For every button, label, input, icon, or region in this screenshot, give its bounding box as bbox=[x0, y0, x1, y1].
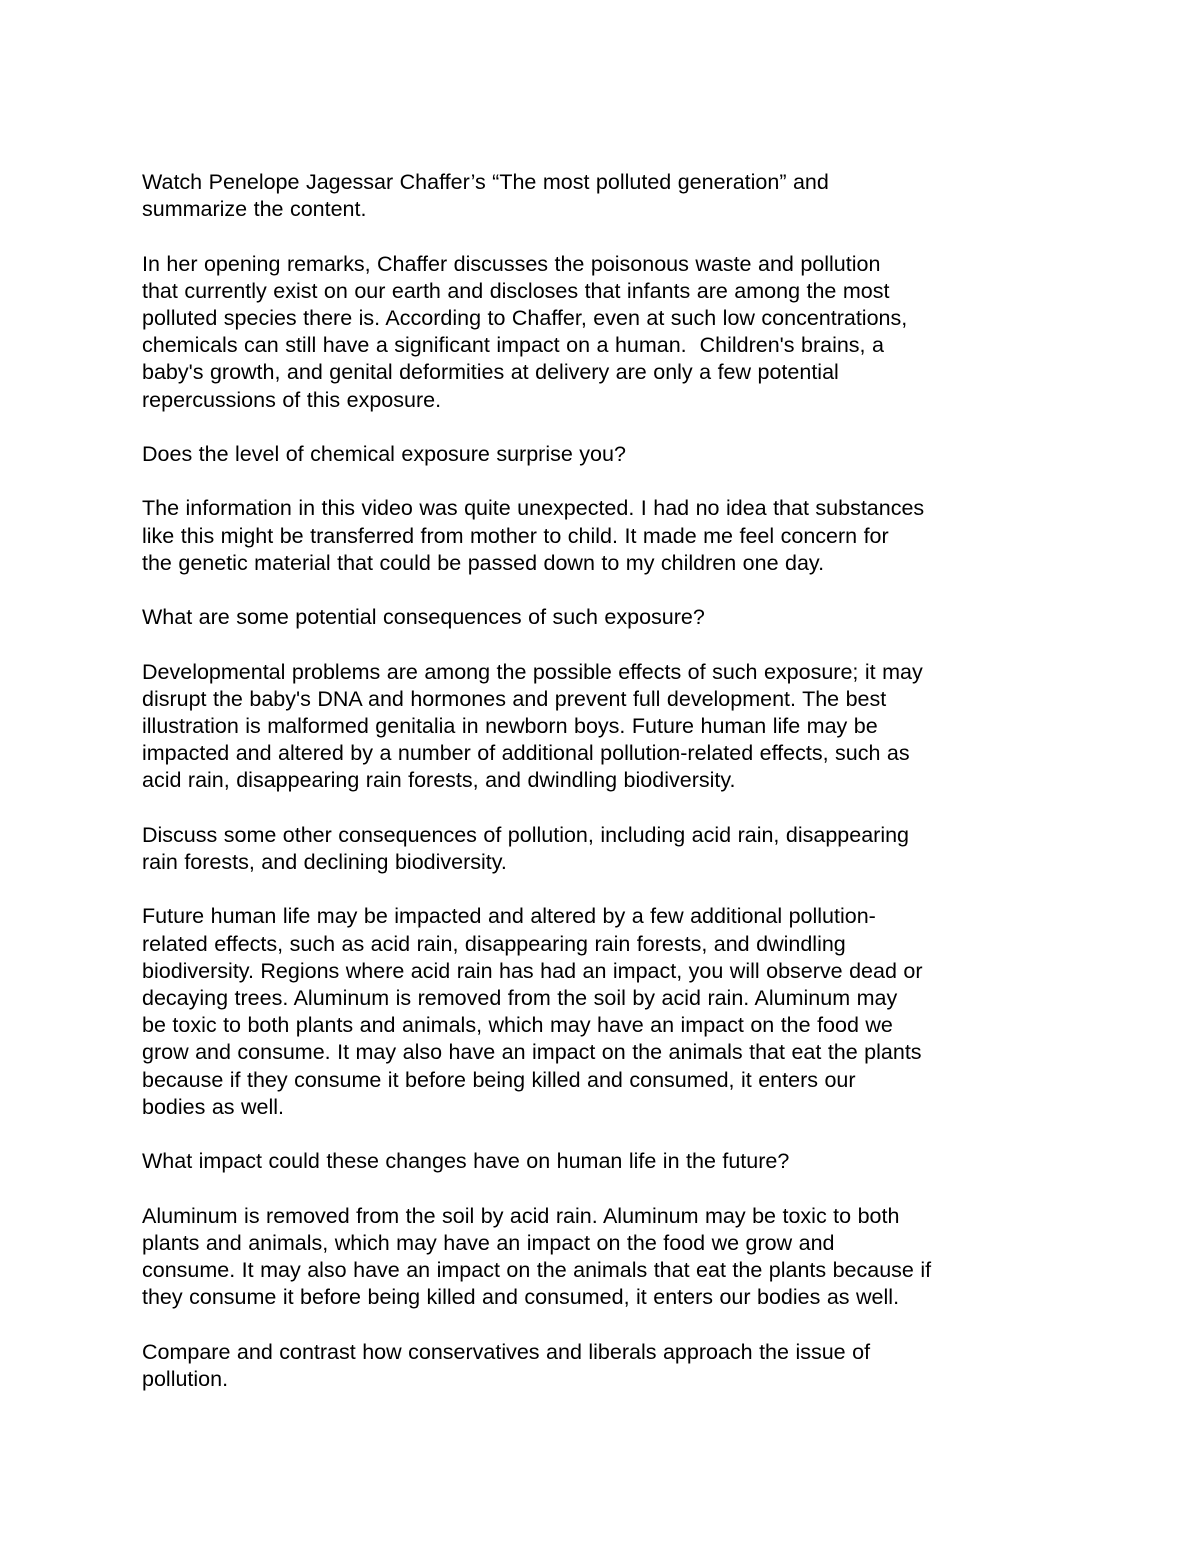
question-paragraph bbox=[142, 822, 1077, 876]
text-line: bodies as well. bbox=[142, 1094, 285, 1119]
answer-paragraph bbox=[142, 1203, 1077, 1312]
answer-paragraph bbox=[142, 495, 1077, 577]
text-line: because if they consume it before being killed and consumed, it enters our bbox=[142, 1067, 856, 1092]
text-line: rain forests, and declining biodiversity. bbox=[142, 849, 507, 874]
text-line: illustration is malformed genitalia in newborn boys. Future human life may be bbox=[142, 713, 878, 738]
text-line: The information in this video was quite unexpected. I had no idea that substances bbox=[142, 496, 925, 521]
answer-paragraph bbox=[142, 251, 1077, 414]
text-line: that currently exist on our earth and discloses that infants are among the most bbox=[142, 278, 890, 303]
text-line: grow and consume. It may also have an impact on the animals that eat the plants bbox=[142, 1040, 922, 1065]
text-line: plants and animals, which may have an impact on the food we grow and bbox=[142, 1230, 835, 1255]
text-line: Compare and contrast how conservatives and liberals approach the issue of bbox=[142, 1339, 871, 1364]
question-paragraph bbox=[142, 1339, 1077, 1393]
text-line: chemicals can still have a significant impact on a human. Children's brains, a bbox=[142, 333, 884, 358]
text-line: What impact could these changes have on human life in the future? bbox=[142, 1149, 790, 1174]
text-line: polluted species there is. According to Chaffer, even at such low concentrations, bbox=[142, 306, 908, 330]
text-line: the genetic material that could be passed down to my children one day. bbox=[142, 550, 825, 575]
text-line: Future human life may be impacted and altered by a few additional pollution- bbox=[142, 904, 876, 929]
text-line: pollution. bbox=[142, 1366, 229, 1391]
answer-paragraph bbox=[142, 903, 1077, 1121]
text-line: disrupt the baby's DNA and hormones and prevent full development. The best bbox=[142, 686, 887, 711]
text-line: What are some potential consequences of such exposure? bbox=[142, 605, 705, 630]
text-line: be toxic to both plants and animals, which may have an impact on the food we bbox=[142, 1013, 893, 1038]
document-body bbox=[142, 169, 1077, 1420]
text-line: Discuss some other consequences of pollution, including acid rain, disappearing bbox=[142, 822, 910, 847]
text-line: impacted and altered by a number of additional pollution-related effects, such as bbox=[142, 741, 910, 766]
text-line: baby's growth, and genital deformities at delivery are only a few potential bbox=[142, 360, 839, 385]
text-line: Does the level of chemical exposure surprise you? bbox=[142, 442, 626, 466]
text-line: repercussions of this exposure. bbox=[142, 387, 442, 412]
text-line: like this might be transferred from mother to child. It made me feel concern for bbox=[142, 523, 889, 548]
question-paragraph bbox=[142, 1148, 1077, 1175]
text-line: biodiversity. Regions where acid rain has had an impact, you will observe dead or bbox=[142, 958, 923, 983]
question-paragraph bbox=[142, 604, 1077, 631]
text-line: acid rain, disappearing rain forests, and dwindling biodiversity. bbox=[142, 768, 736, 793]
text-line: In her opening remarks, Chaffer discusses the poisonous waste and pollution bbox=[142, 251, 881, 276]
text-line: Watch Penelope Jagessar Chaffer’s “The most polluted generation” and bbox=[142, 170, 829, 194]
text-line: Aluminum is removed from the soil by acid rain. Aluminum may be toxic to both bbox=[142, 1203, 900, 1228]
answer-paragraph bbox=[142, 659, 1077, 795]
text-line: decaying trees. Aluminum is removed from the soil by acid rain. Aluminum may bbox=[142, 985, 898, 1010]
text-line: summarize the content. bbox=[142, 197, 367, 222]
question-paragraph bbox=[142, 441, 1077, 468]
text-line: consume. It may also have an impact on the animals that eat the plants because if bbox=[142, 1257, 932, 1282]
question-paragraph bbox=[142, 169, 1077, 223]
text-line: they consume it before being killed and consumed, it enters our bodies as well. bbox=[142, 1285, 900, 1310]
text-line: related effects, such as acid rain, disappearing rain forests, and dwindling bbox=[142, 931, 846, 956]
text-line: Developmental problems are among the possible effects of such exposure; it may bbox=[142, 659, 923, 684]
